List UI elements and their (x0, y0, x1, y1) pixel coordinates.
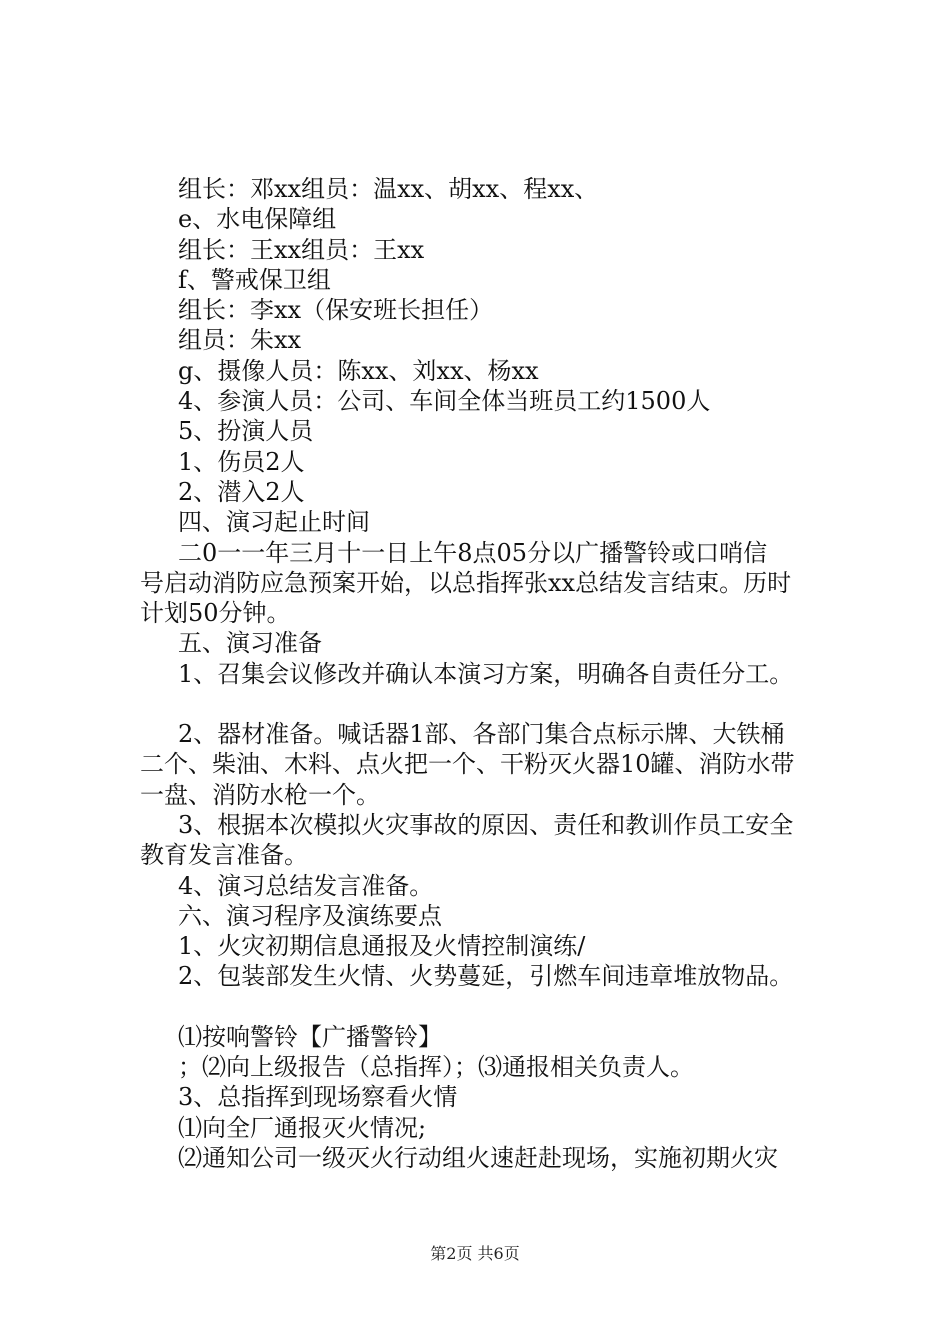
text-line: 组长：李xx（保安班长担任） (178, 296, 494, 325)
text-line: 教育发言准备。 (140, 841, 308, 870)
section-heading: 四、演习起止时间 (178, 508, 370, 537)
text-line: 2、包装部发生火情、火势蔓延，引燃车间违章堆放物品。 (178, 962, 794, 991)
text-line: g、摄像人员：陈xx、刘xx、杨xx (178, 356, 539, 385)
text-line: 组长：王xx组员：王xx (178, 235, 425, 264)
text-line: ；⑵向上级报告（总指挥）；⑶通报相关负责人。 (178, 1053, 694, 1082)
blank-line (140, 689, 832, 719)
text-line: 号启动消防应急预案开始，以总指挥张xx总结发言结束。历时 (140, 568, 792, 597)
text-line: ⑴按响警铃【广播警铃】 (178, 1022, 442, 1051)
text-line: 组长：邓xx组员：温xx、胡xx、程xx、 (178, 175, 599, 203)
text-line: 4、参演人员：公司、车间全体当班员工约1500人 (178, 387, 711, 416)
text-line: 1、火灾初期信息通报及火情控制演练/ (178, 932, 586, 961)
text-line: ⑴向全厂通报灭火情况; (178, 1113, 427, 1142)
blank-line (140, 992, 832, 1022)
page-footer: 第2页 共6页 (430, 1244, 520, 1263)
text-line: 2、潜入2人 (178, 477, 305, 506)
text-line: 二0一一年三月十一日上午8点05分以广播警铃或口哨信 (178, 538, 768, 567)
text-line: 组员：朱xx (178, 326, 302, 355)
document-body (140, 174, 832, 1173)
text-line: 2、器材准备。喊话器1部、各部门集合点标示牌、大铁桶 (178, 720, 785, 749)
text-line: ⑵通知公司一级灭火行动组火速赶赴现场，实施初期火灾 (178, 1143, 778, 1172)
text-line: 5、扮演人员 (178, 417, 314, 446)
text-line: 3、总指挥到现场察看火情 (178, 1083, 458, 1112)
text-line: e、水电保障组 (178, 205, 337, 234)
text-line: 计划50分钟。 (140, 599, 291, 628)
text-line: f、警戒保卫组 (178, 265, 331, 294)
section-heading: 五、演习准备 (178, 629, 322, 658)
text-line: 4、演习总结发言准备。 (178, 871, 434, 900)
text-line: 1、召集会议修改并确认本演习方案，明确各自责任分工。 (178, 659, 794, 688)
text-line: 1、伤员2人 (178, 447, 305, 476)
text-line: 一盘、消防水枪一个。 (140, 780, 380, 809)
section-heading: 六、演习程序及演练要点 (178, 901, 442, 930)
text-line: 3、根据本次模拟火灾事故的原因、责任和教训作员工安全 (178, 810, 794, 839)
text-line: 二个、柴油、木料、点火把一个、干粉灭火器10罐、消防水带 (140, 750, 795, 779)
